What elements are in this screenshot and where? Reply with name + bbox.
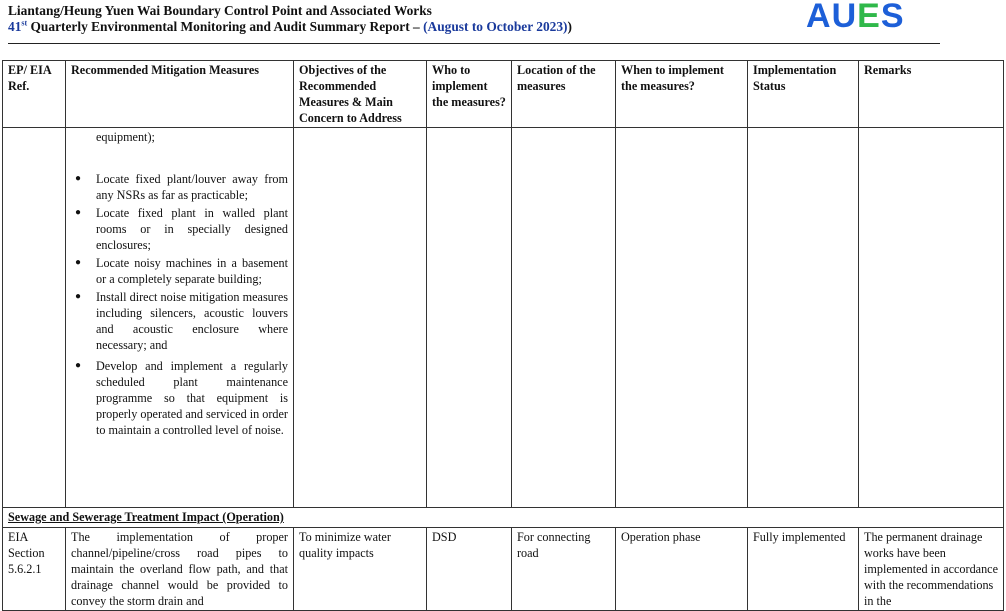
list-item: ● Locate noisy machines in a basement or a completely separate building; (71, 255, 288, 287)
report-subtitle (8, 19, 572, 35)
logo-letter-e: E (857, 0, 881, 35)
cell-location: For connecting road (512, 528, 616, 611)
cell-ref-empty (3, 128, 66, 508)
logo-letter-u: U (831, 0, 858, 35)
col-header-status: Implementation Status (748, 61, 859, 128)
report-header (8, 3, 572, 35)
table-header-row (3, 61, 1004, 128)
continued-text: equipment); (96, 130, 155, 144)
cell-status: Fully implemented (748, 528, 859, 611)
project-title: Liantang/Heung Yuen Wai Boundary Control Point and Associated Works (8, 3, 432, 18)
cell-status-empty (748, 128, 859, 508)
header-divider (8, 43, 940, 44)
list-item: ● Locate fixed plant in walled plant rooms or in specially designed enclosures; (71, 205, 288, 253)
report-period-close: ) (567, 19, 572, 34)
table-row (3, 528, 1004, 611)
aues-logo (806, 0, 905, 36)
col-header-remarks: Remarks (859, 61, 1004, 128)
bullet-icon: ● (75, 360, 82, 371)
cell-measures-list (66, 128, 294, 508)
logo-letter-a: A (806, 0, 832, 35)
col-header-ref: EP/ EIA Ref. (3, 61, 66, 128)
bullet-icon: ● (75, 257, 82, 268)
list-item: ● Locate fixed plant/louver away from any NSRs as far as practicable; (71, 171, 288, 203)
bullet-icon: ● (75, 173, 82, 184)
report-number-suffix: st (21, 18, 28, 28)
cell-location-empty (512, 128, 616, 508)
cell-objective-empty (294, 128, 427, 508)
list-item: ● Install direct noise mitigation measures including silencers, acoustic louvers and acoustic enclosure where necessary; and (71, 289, 288, 353)
list-item: ● Develop and implement a regularly scheduled plant maintenance programme so that equipment is properly operated and serviced in order to maintain a controlled level of noise. (71, 358, 288, 438)
table-row (3, 128, 1004, 508)
cell-who-empty (427, 128, 512, 508)
mitigation-measures-table (2, 60, 1004, 611)
col-header-when: When to implement the measures? (616, 61, 748, 128)
cell-who: DSD (427, 528, 512, 611)
cell-remarks-empty (859, 128, 1004, 508)
col-header-who: Who to implement the measures? (427, 61, 512, 128)
col-header-location: Location of the measures (512, 61, 616, 128)
cell-ref: EIA Section 5.6.2.1 (3, 528, 66, 611)
report-title: Quarterly Environmental Monitoring and Audit Summary Report – (27, 19, 424, 34)
cell-measure: The implementation of proper channel/pipeline/cross road pipes to maintain the overland flow path, and that drainage channel would be provided to convey the storm drain and (66, 528, 294, 611)
report-period: (August to October 2023) (423, 19, 568, 34)
col-header-objectives: Objectives of the Recommended Measures & Main Concern to Address (294, 61, 427, 128)
col-header-measures: Recommended Mitigation Measures (66, 61, 294, 128)
cell-when: Operation phase (616, 528, 748, 611)
cell-objective: To minimize water quality impacts (294, 528, 427, 611)
section-header-row (3, 508, 1004, 528)
cell-remarks: The permanent drainage works have been implemented in accordance with the recommendations in the (859, 528, 1004, 611)
section-title: Sewage and Sewerage Treatment Impact (Operation) (3, 508, 1004, 528)
report-number: 41 (8, 19, 22, 34)
logo-letter-s: S (880, 0, 905, 35)
cell-when-empty (616, 128, 748, 508)
bullet-icon: ● (75, 291, 82, 302)
bullet-icon: ● (75, 207, 82, 218)
